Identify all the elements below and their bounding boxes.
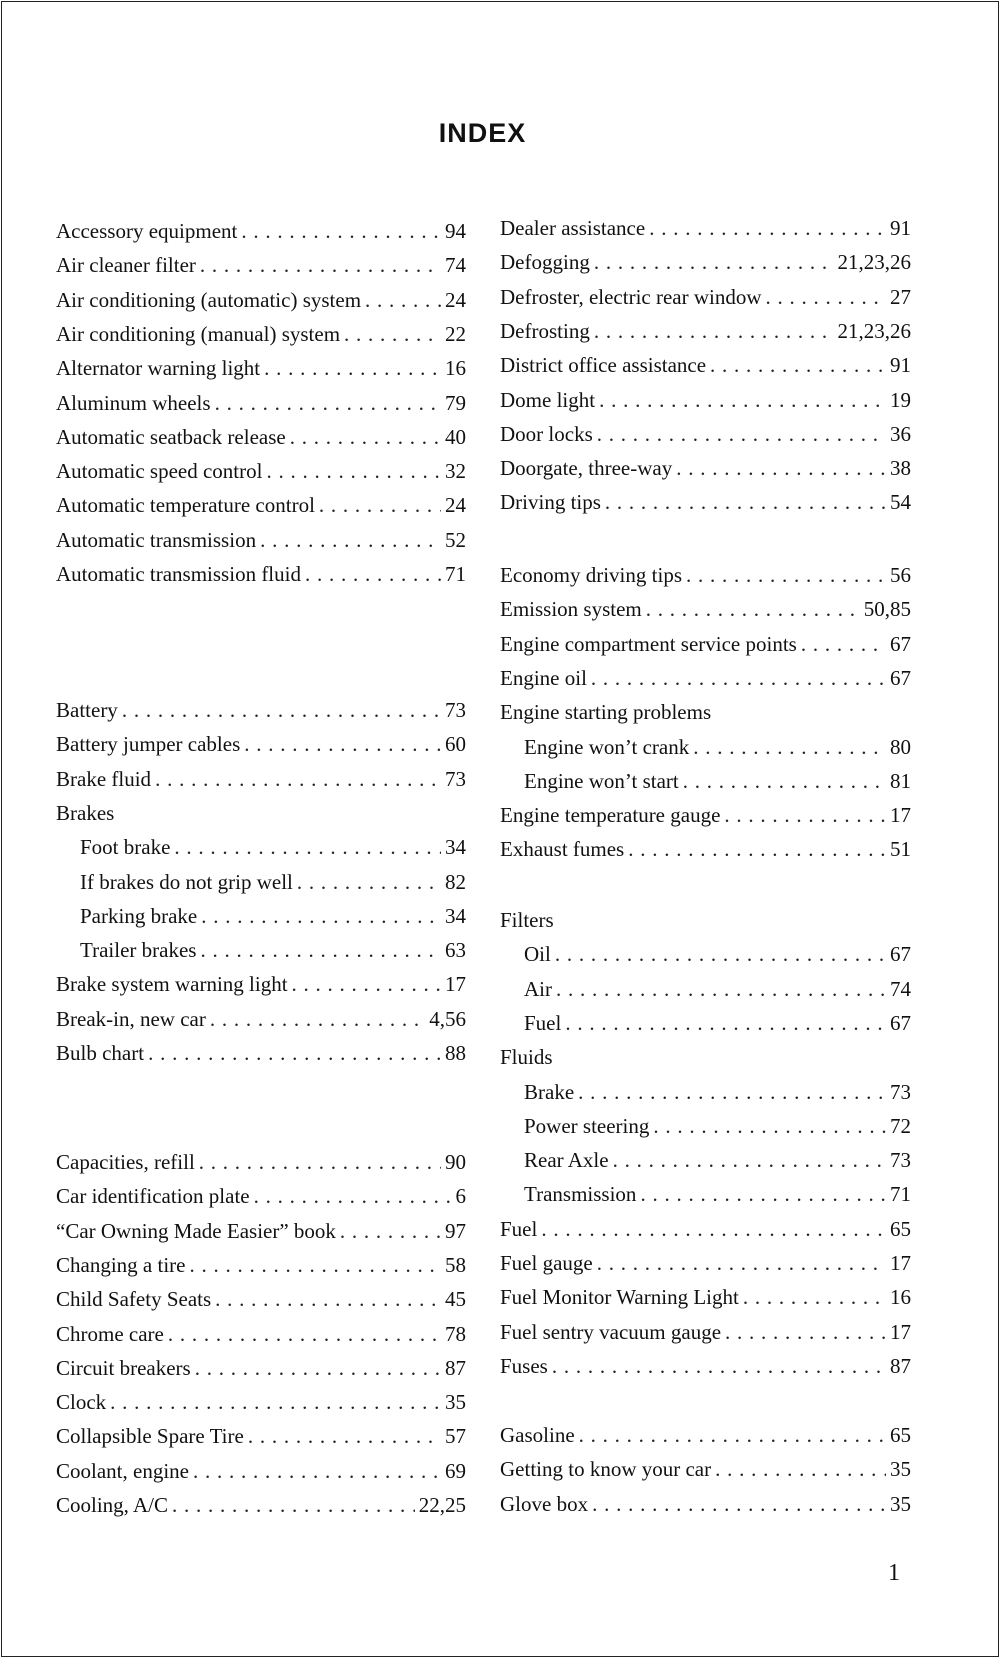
entry-label: Break-in, new car <box>56 1006 206 1031</box>
index-entry <box>56 729 466 759</box>
entry-page: 97 <box>445 1218 466 1243</box>
dot-leader <box>199 1147 441 1177</box>
entry-label: Parking brake <box>80 903 198 928</box>
index-entry <box>500 247 911 277</box>
entry-page: 90 <box>445 1150 466 1174</box>
entry-page: 17 <box>890 1251 911 1275</box>
index-entry <box>500 697 911 727</box>
index-entry <box>56 456 466 486</box>
entry-label: Brake system warning light <box>56 972 288 997</box>
entry-label: Gasoline <box>500 1423 575 1447</box>
entry-label: Engine starting problems <box>500 700 712 725</box>
entry-page: 35 <box>890 1457 911 1482</box>
dot-leader <box>565 1008 886 1038</box>
dot-leader <box>195 1353 441 1383</box>
index-entry <box>56 388 466 418</box>
index-entry <box>56 1387 466 1417</box>
index-entry <box>56 285 466 315</box>
entry-label: Fuel gauge <box>500 1251 593 1275</box>
index-entry <box>500 800 911 830</box>
entry-label: Dealer assistance <box>500 216 646 240</box>
entry-label: Automatic temperature control <box>56 493 315 518</box>
entry-label: Oil <box>524 942 551 967</box>
entry-page: 21,23,26 <box>837 250 911 275</box>
entry-page: 22 <box>445 321 466 346</box>
entry-label: Coolant, engine <box>56 1458 189 1483</box>
index-entry <box>500 1042 911 1072</box>
entry-label: Child Safety Seats <box>56 1287 212 1312</box>
entry-page: 21,23,26 <box>837 318 911 343</box>
entry-page: 16 <box>890 1285 911 1310</box>
entry-page: 60 <box>445 732 466 757</box>
index-entry <box>500 453 911 483</box>
entry-label: Power steering <box>524 1113 650 1138</box>
entry-label: Air <box>524 976 552 1001</box>
dot-leader <box>653 1111 886 1141</box>
entry-page: 87 <box>890 1353 911 1378</box>
entry-page: 34 <box>445 835 466 860</box>
entry-label: Battery jumper cables <box>56 732 241 757</box>
dot-leader <box>686 560 886 590</box>
dot-leader <box>244 729 441 759</box>
entry-label: Exhaust fumes <box>500 837 625 862</box>
entry-page: 58 <box>445 1252 466 1277</box>
entry-label: Transmission <box>524 1182 637 1207</box>
dot-leader <box>168 1319 441 1349</box>
index-entry <box>524 1111 911 1141</box>
index-entry <box>500 487 911 517</box>
entry-page: 24 <box>445 493 466 518</box>
entry-page: 81 <box>890 768 911 793</box>
entry-label: Automatic speed control <box>56 459 263 484</box>
entry-label: If brakes do not grip well <box>80 869 293 894</box>
index-entry <box>56 1004 466 1034</box>
index-entry <box>500 1420 911 1450</box>
entry-label: Circuit breakers <box>56 1355 191 1380</box>
entry-label: Driving tips <box>500 490 601 515</box>
entry-page: 67 <box>890 631 911 656</box>
dot-leader <box>260 525 441 555</box>
entry-page: 51 <box>890 837 911 862</box>
dot-leader <box>640 1179 886 1209</box>
dot-leader <box>599 385 886 415</box>
dot-leader <box>290 422 441 452</box>
entry-page: 87 <box>445 1355 466 1380</box>
entry-label: Clock <box>56 1390 107 1415</box>
index-entry <box>524 1077 911 1107</box>
index-entry <box>524 766 911 796</box>
entry-label: Trailer brakes <box>80 938 197 963</box>
index-entry <box>524 1179 911 1209</box>
entry-label: Engine won’t start <box>524 768 679 793</box>
dot-leader <box>743 1282 886 1312</box>
index-entry <box>524 1008 911 1038</box>
entry-label: Door locks <box>500 421 593 446</box>
entry-page: 82 <box>445 869 466 894</box>
dot-leader <box>592 1489 886 1519</box>
entry-label: Glove box <box>500 1491 589 1516</box>
entry-page: 63 <box>445 938 466 963</box>
entry-page: 72 <box>890 1113 911 1138</box>
dot-leader <box>200 935 441 965</box>
entry-label: Capacities, refill <box>56 1150 195 1174</box>
index-entry <box>500 1351 911 1381</box>
entry-label: Rear Axle <box>524 1148 609 1173</box>
entry-label: Foot brake <box>80 835 171 860</box>
dot-leader <box>605 487 886 517</box>
entry-page: 73 <box>890 1148 911 1173</box>
entry-label: Cooling, A/C <box>56 1493 169 1517</box>
dot-leader <box>193 1456 441 1486</box>
index-entry <box>56 422 466 452</box>
entry-label: Fuel Monitor Warning Light <box>500 1285 739 1310</box>
entry-label: Engine won’t crank <box>524 734 690 759</box>
dot-leader <box>174 832 441 862</box>
dot-leader <box>254 1181 452 1211</box>
entry-label: Battery <box>56 698 118 722</box>
entry-page: 4,56 <box>429 1006 466 1031</box>
entry-label: Automatic transmission fluid <box>56 562 301 586</box>
index-entry <box>56 798 466 828</box>
index-entry <box>524 1145 911 1175</box>
entry-page: 67 <box>890 1010 911 1035</box>
dot-leader <box>725 1317 886 1347</box>
entry-label: Economy driving tips <box>500 563 682 587</box>
entry-label: Engine oil <box>500 665 587 690</box>
dot-leader <box>248 1421 441 1451</box>
entry-page: 50,85 <box>863 597 911 622</box>
index-entry <box>500 1454 911 1484</box>
entry-page: 38 <box>890 456 911 481</box>
dot-leader <box>613 1145 886 1175</box>
entry-page: 79 <box>445 390 466 415</box>
entry-label: Fuel <box>500 1216 538 1241</box>
dot-leader <box>340 1216 441 1246</box>
dot-leader <box>266 456 441 486</box>
entry-page: 69 <box>445 1458 466 1483</box>
index-entry <box>500 385 911 415</box>
entry-page: 24 <box>445 287 466 312</box>
entry-label: Alternator warning light <box>56 356 261 381</box>
dot-leader <box>541 1214 886 1244</box>
dot-leader <box>594 316 834 346</box>
entry-page: 74 <box>445 253 466 278</box>
dot-leader <box>594 247 834 277</box>
index-entry <box>80 935 466 965</box>
entry-label: Fluids <box>500 1045 553 1070</box>
index-entry <box>56 250 466 280</box>
dot-leader <box>555 939 886 969</box>
index-entry <box>56 216 466 246</box>
entry-label: Air conditioning (manual) system <box>56 321 341 346</box>
dot-leader <box>724 800 886 830</box>
dot-leader <box>597 1248 886 1278</box>
index-entry <box>56 1147 466 1177</box>
dot-leader <box>597 419 886 449</box>
entry-label: Automatic seatback release <box>56 424 286 449</box>
dot-leader <box>646 594 860 624</box>
entry-label: Defogging <box>500 250 590 275</box>
entry-page: 91 <box>890 216 911 240</box>
entry-label: Automatic transmission <box>56 527 257 552</box>
dot-leader <box>210 1004 425 1034</box>
index-entry <box>56 1250 466 1280</box>
index-entry <box>500 282 911 312</box>
dot-leader <box>693 732 886 762</box>
dot-leader <box>628 834 886 864</box>
dot-leader <box>579 1420 886 1450</box>
entry-label: Fuel <box>524 1010 562 1035</box>
dot-leader <box>344 319 441 349</box>
dot-leader <box>155 764 441 794</box>
dot-leader <box>801 629 886 659</box>
dot-leader <box>766 282 886 312</box>
entry-label: Brakes <box>56 800 115 825</box>
dot-leader <box>215 1284 441 1314</box>
dot-leader <box>305 559 441 589</box>
entry-page: 52 <box>445 527 466 552</box>
index-entry <box>500 1489 911 1519</box>
entry-page: 88 <box>445 1041 466 1065</box>
entry-label: Fuel sentry vacuum gauge <box>500 1319 722 1344</box>
entry-page: 35 <box>890 1491 911 1516</box>
entry-page: 78 <box>445 1321 466 1346</box>
index-entry <box>56 1421 466 1451</box>
index-entry <box>56 525 466 555</box>
index-entry <box>524 939 911 969</box>
dot-leader <box>122 695 441 725</box>
entry-label: Changing a tire <box>56 1252 186 1277</box>
entry-label: “Car Owning Made Easier” book <box>56 1218 336 1243</box>
entry-page: 73 <box>445 766 466 791</box>
index-entry <box>56 764 466 794</box>
entry-page: 65 <box>890 1216 911 1241</box>
entry-label: Collapsible Spare Tire <box>56 1424 244 1449</box>
index-entry <box>80 867 466 897</box>
entry-label: Defroster, electric rear window <box>500 284 762 309</box>
dot-leader <box>292 969 441 999</box>
entry-page: 32 <box>445 459 466 484</box>
entry-page: 73 <box>445 698 466 722</box>
dot-leader <box>148 1038 441 1068</box>
dot-leader <box>365 285 441 315</box>
entry-page: 34 <box>445 903 466 928</box>
entry-page: 6 <box>455 1184 466 1209</box>
entry-page: 65 <box>890 1423 911 1447</box>
index-entry <box>80 832 466 862</box>
dot-leader <box>676 453 886 483</box>
index-entry <box>500 663 911 693</box>
dot-leader <box>591 663 886 693</box>
entry-page: 73 <box>890 1079 911 1104</box>
dot-leader <box>297 867 441 897</box>
entry-page: 57 <box>445 1424 466 1449</box>
entry-page: 36 <box>890 421 911 446</box>
index-entry <box>500 594 911 624</box>
entry-page: 67 <box>890 942 911 967</box>
entry-label: Brake <box>524 1079 575 1104</box>
dot-leader <box>189 1250 441 1280</box>
entry-label: Accessory equipment <box>56 219 238 243</box>
entry-page: 67 <box>890 665 911 690</box>
entry-page: 56 <box>890 563 911 587</box>
entry-label: Emission system <box>500 597 642 622</box>
dot-leader <box>578 1077 886 1107</box>
page-title: INDEX <box>438 118 527 148</box>
entry-page: 35 <box>445 1390 466 1415</box>
index-entry <box>500 629 911 659</box>
index-entry <box>56 353 466 383</box>
entry-label: Engine compartment service points <box>500 631 797 656</box>
dot-leader <box>110 1387 441 1417</box>
entry-page: 71 <box>445 562 466 586</box>
entry-label: Aluminum wheels <box>56 390 211 415</box>
entry-label: Fuses <box>500 1353 548 1378</box>
index-entry <box>524 732 911 762</box>
dot-leader <box>715 1454 886 1484</box>
index-entry <box>56 1181 466 1211</box>
entry-page: 17 <box>890 1319 911 1344</box>
index-entry <box>500 1282 911 1312</box>
entry-label: Car identification plate <box>56 1184 250 1209</box>
index-entry <box>500 1214 911 1244</box>
entry-label: Air cleaner filter <box>56 253 196 278</box>
index-entry <box>500 905 911 935</box>
dot-leader <box>319 490 441 520</box>
entry-page: 17 <box>445 972 466 997</box>
entry-label: Defrosting <box>500 318 590 343</box>
index-entry <box>56 1284 466 1314</box>
entry-page: 45 <box>445 1287 466 1312</box>
index-entry <box>500 350 911 380</box>
entry-page: 17 <box>890 803 911 828</box>
entry-label: Bulb chart <box>56 1041 145 1065</box>
entry-label: Filters <box>500 908 554 932</box>
entry-page: 71 <box>890 1182 911 1207</box>
index-entry <box>56 1216 466 1246</box>
entry-label: Doorgate, three-way <box>500 456 673 481</box>
index-entry <box>500 213 911 243</box>
entry-label: District office assistance <box>500 353 707 378</box>
dot-leader <box>556 974 886 1004</box>
entry-page: 40 <box>445 424 466 449</box>
dot-leader <box>649 213 886 243</box>
dot-leader <box>710 350 886 380</box>
dot-leader <box>683 766 886 796</box>
page-number: 1 <box>888 1560 900 1586</box>
dot-leader <box>552 1351 886 1381</box>
entry-page: 74 <box>890 976 911 1001</box>
entry-page: 16 <box>445 356 466 381</box>
index-entry <box>56 695 466 725</box>
entry-page: 80 <box>890 734 911 759</box>
entry-page: 54 <box>890 490 911 515</box>
index-entry <box>56 1490 466 1520</box>
index-entry <box>56 1038 466 1068</box>
entry-label: Air conditioning (automatic) system <box>56 287 362 312</box>
entry-label: Getting to know your car <box>500 1457 712 1482</box>
dot-leader <box>201 901 441 931</box>
dot-leader <box>241 216 441 246</box>
index-entry <box>56 319 466 349</box>
entry-label: Engine temperature gauge <box>500 803 721 828</box>
entry-label: Brake fluid <box>56 766 152 791</box>
entry-label: Chrome care <box>56 1321 164 1346</box>
index-entry <box>56 1353 466 1383</box>
index-entry <box>56 969 466 999</box>
index-entry <box>524 974 911 1004</box>
entry-page: 19 <box>890 387 911 412</box>
entry-page: 27 <box>890 284 911 309</box>
index-entry <box>500 316 911 346</box>
index-entry <box>56 1456 466 1486</box>
index-entry <box>56 490 466 520</box>
dot-leader <box>264 353 441 383</box>
index-entry <box>500 560 911 590</box>
entry-label: Dome light <box>500 387 596 412</box>
entry-page: 91 <box>890 353 911 378</box>
dot-leader <box>200 250 441 280</box>
dot-leader <box>172 1490 415 1520</box>
index-entry <box>80 901 466 931</box>
index-entry <box>500 1248 911 1278</box>
index-entry <box>500 419 911 449</box>
dot-leader <box>215 388 441 418</box>
index-entry <box>500 834 911 864</box>
entry-page: 94 <box>445 219 466 243</box>
index-entry <box>56 1319 466 1349</box>
index-entry <box>500 1317 911 1347</box>
index-entry <box>56 559 466 589</box>
entry-page: 22,25 <box>418 1493 466 1517</box>
